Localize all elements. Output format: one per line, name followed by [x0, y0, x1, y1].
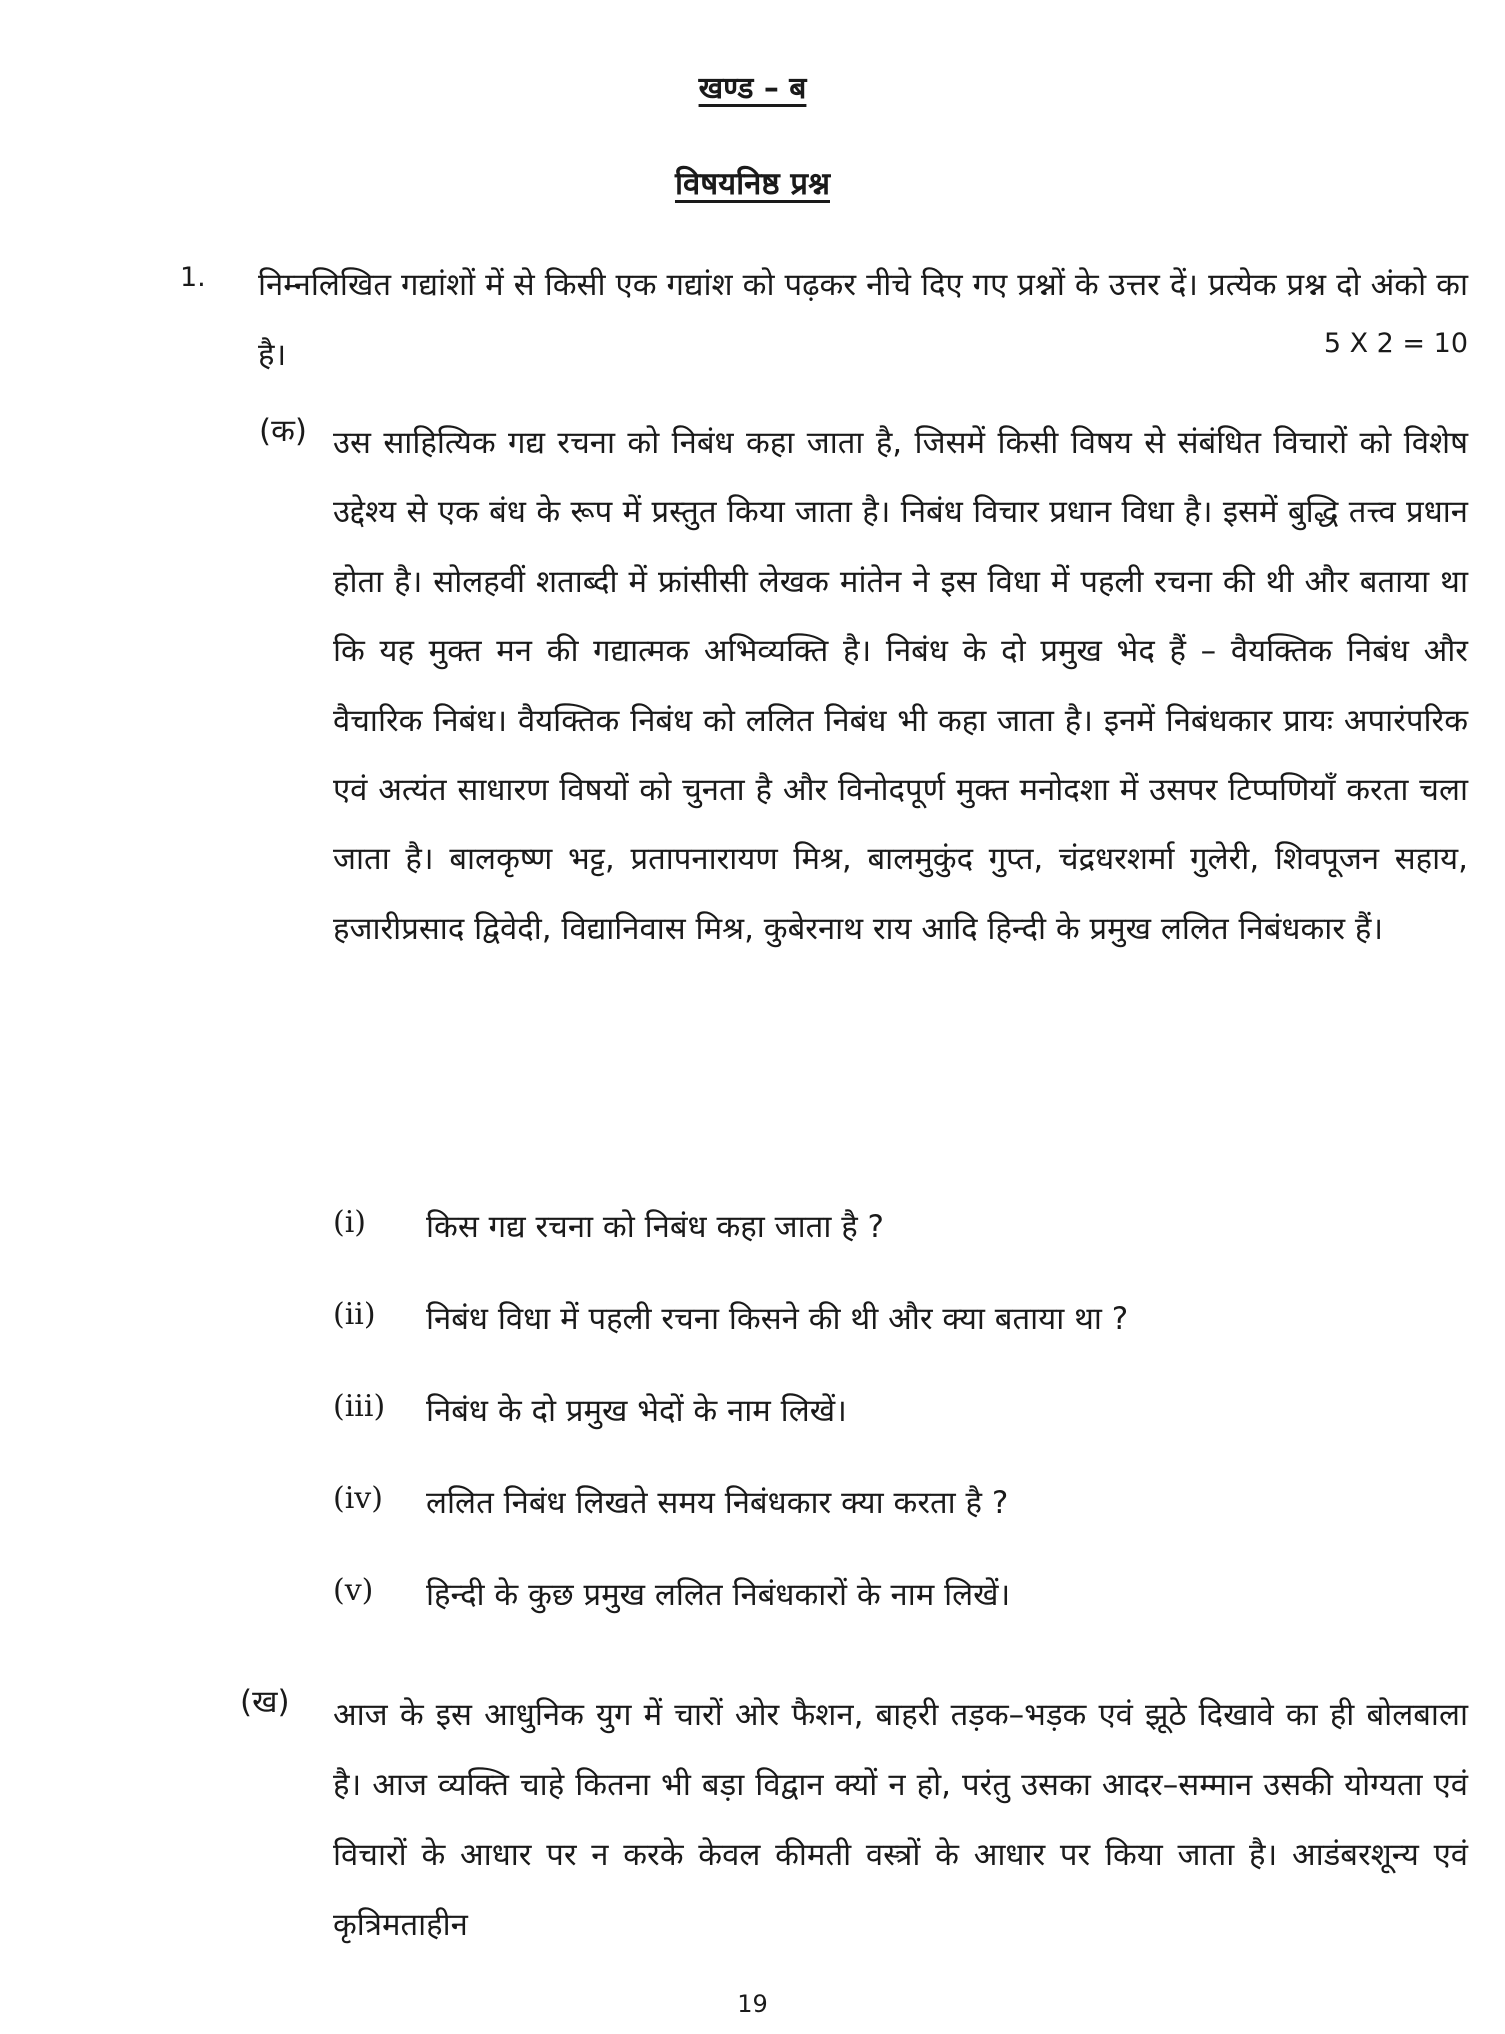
passage-kha-text: आज के इस आधुनिक युग में चारों ओर फैशन, बाहरी तड़क–भड़क एवं झूठे दिखावे का ही बोलबाला है। आज व्यक्ति चाहे कितना भी बड़ा विद्वान क्यों न हो, परंतु उसका आदर–सम्मान उसकी योग्यता एवं विचारों के आधार पर न करके केवल कीमती वस्त्रों के आधार पर किया जाता है। आडंबरशून्य एवं कृत्रिमताहीन [333, 1697, 1468, 1943]
section-subtitle-text: विषयनिष्ठ प्रश्न [674, 166, 830, 202]
section-heading-text: खण्ड – ब [698, 71, 807, 106]
sub-question-text: निबंध के दो प्रमुख भेदों के नाम लिखें। [426, 1393, 847, 1429]
section-subtitle [0, 162, 1505, 204]
passage-kha-label: (ख) [240, 1684, 290, 1720]
section-heading [0, 66, 1505, 107]
sub-question-text: निबंध विधा में पहली रचना किसने की थी और क्या बताया था ? [426, 1301, 1129, 1337]
passage-ka-label: (क) [259, 413, 307, 449]
sub-question-number: (ii) [333, 1297, 376, 1332]
question-marks: 5 X 2 = 10 [1323, 328, 1468, 359]
passage-ka-text: उस साहित्यिक गद्य रचना को निबंध कहा जाता है, जिसमें किसी विषय से संबंधित विचारों को विशेष उद्देश्य से एक बंध के रूप में प्रस्तुत किया जाता है। निबंध विचार प्रधान विधा है। इसमें बुद्धि तत्त्व प्रधान होता है। सोलहवीं शताब्दी में फ्रांसीसी लेखक मांतेन ने इस विधा में पहली रचना की थी और बताया था कि यह मुक्त मन की गद्यात्मक अभिव्यक्ति है। निबंध के दो प्रमुख भेद हैं – वैयक्तिक निबंध और वैचारिक निबंध। वैयक्तिक निबंध को ललित निबंध भी कहा जाता है। इनमें निबंधकार प्रायः अपारंपरिक एवं अत्यंत साधारण विषयों को चुनता है और विनोदपूर्ण मुक्त मनोदशा में उसपर टिप्पणियाँ करता चला जाता है। बालकृष्ण भट्ट, प्रतापनारायण मिश्र, बालमुकुंद गुप्त, चंद्रधरशर्मा गुलेरी, शिवपूजन सहाय, हजारीप्रसाद द्विवेदी, विद्यानिवास मिश्र, कुबेरनाथ राय आदि हिन्दी के प्रमुख ललित निबंधकार हैं। [333, 425, 1468, 947]
sub-question-number: (v) [333, 1573, 374, 1608]
sub-question-text: हिन्दी के कुछ प्रमुख ललित निबंधकारों के नाम लिखें। [426, 1577, 1011, 1613]
question-number: 1. [180, 262, 206, 293]
page-number: 19 [737, 1990, 768, 2018]
sub-question-number: (i) [333, 1205, 367, 1240]
sub-question-text: ललित निबंध लिखते समय निबंधकार क्या करता है ? [426, 1485, 1009, 1521]
sub-question-number: (iv) [333, 1481, 383, 1516]
sub-question-number: (iii) [333, 1389, 386, 1424]
sub-question-text: किस गद्य रचना को निबंध कहा जाता है ? [426, 1209, 884, 1245]
question-instruction: निम्नलिखित गद्यांशों में से किसी एक गद्यांश को पढ़कर नीचे दिए गए प्रश्नों के उत्तर दें। प्रत्येक प्रश्न दो अंको का है। [258, 267, 1468, 373]
